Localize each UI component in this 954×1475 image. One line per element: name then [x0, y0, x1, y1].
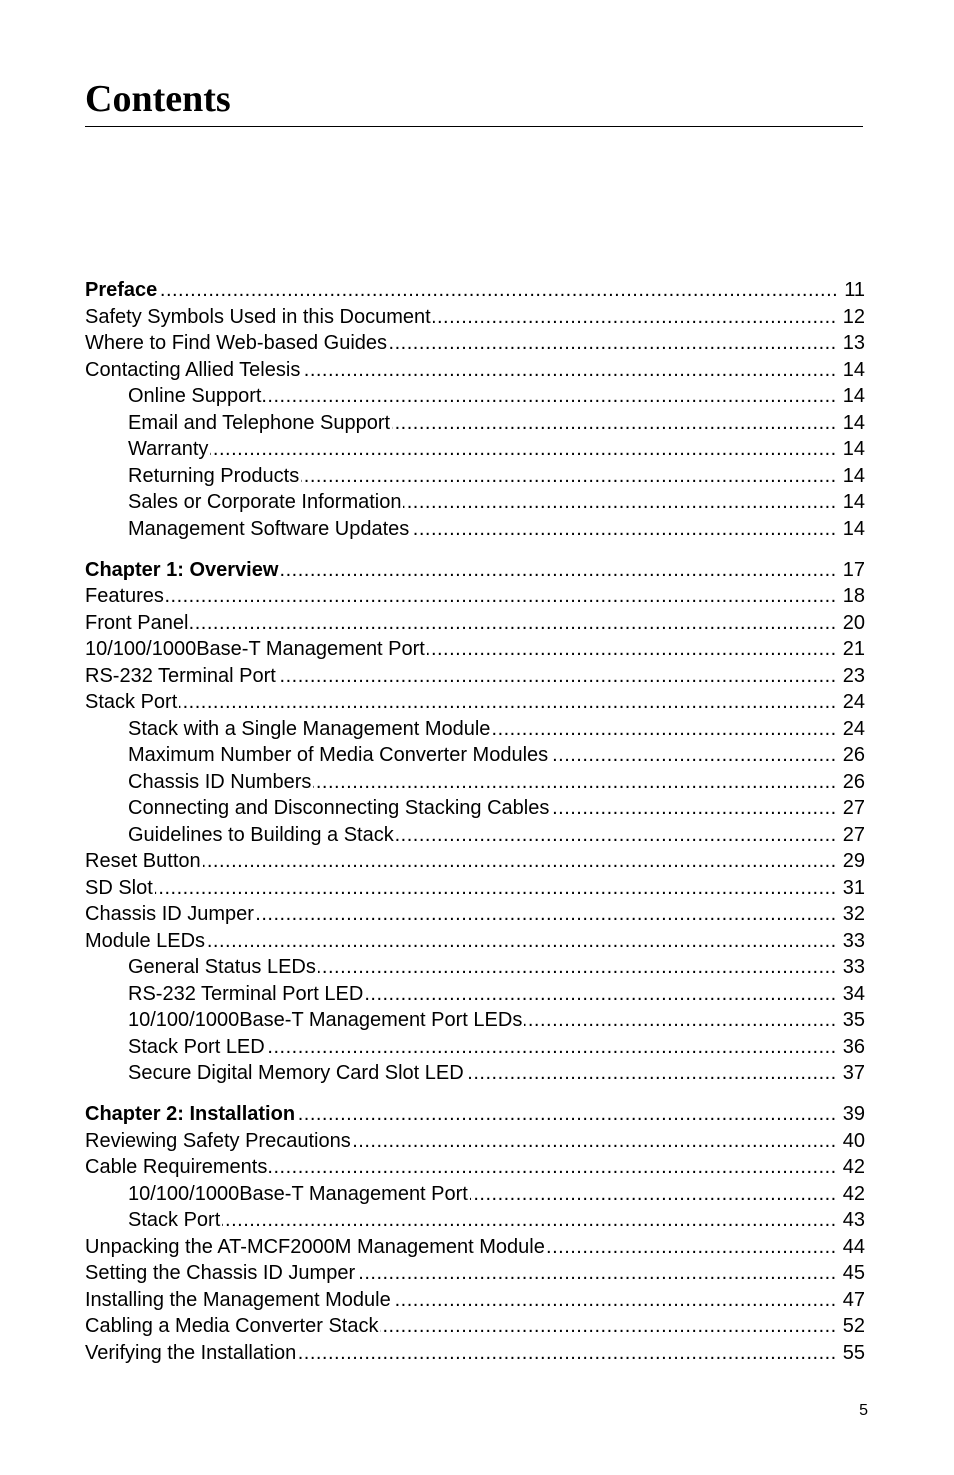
toc-entry[interactable] — [85, 1181, 865, 1208]
toc-entry[interactable] — [85, 357, 865, 384]
toc-leader-dots — [396, 822, 837, 849]
toc-leader-dots — [551, 795, 836, 822]
toc-leader-dots — [393, 1287, 837, 1314]
toc-page-number: 32 — [842, 903, 865, 925]
toc-page-number: 17 — [842, 558, 865, 581]
toc-entry-title: 10/100/1000Base-T Management Port — [85, 638, 425, 660]
toc-entry-title: Warranty — [128, 438, 209, 460]
toc-leader-dots — [280, 557, 836, 584]
toc-page-number: 14 — [842, 358, 865, 381]
toc-entry-title: Cable Requirements — [85, 1156, 268, 1178]
toc-page-number: 20 — [842, 611, 865, 634]
toc-leader-dots — [210, 436, 836, 463]
toc-entry[interactable] — [85, 1313, 865, 1340]
toc-leader-dots — [298, 1340, 837, 1367]
toc-leader-dots — [427, 636, 837, 663]
toc-entry-title: Cabling a Media Converter Stack — [85, 1315, 379, 1337]
toc-page-number: 27 — [842, 797, 865, 819]
toc-entry[interactable] — [85, 636, 865, 663]
toc-entry[interactable] — [85, 928, 865, 955]
toc-page-number: 13 — [842, 332, 865, 354]
toc-leader-dots — [403, 489, 836, 516]
toc-entry[interactable] — [85, 1128, 865, 1155]
toc-entry[interactable] — [85, 663, 865, 690]
toc-page-number: 14 — [842, 517, 865, 540]
toc-entry[interactable] — [85, 954, 865, 981]
toc-entry-title: Chapter 1: Overview — [85, 558, 279, 581]
toc-entry-title: Safety Symbols Used in this Document — [85, 305, 431, 328]
toc-entry[interactable] — [85, 795, 865, 822]
toc-leader-dots — [222, 1207, 836, 1234]
toc-page-number: 14 — [842, 385, 865, 407]
toc-entry-title: Verifying the Installation — [85, 1341, 297, 1364]
toc-leader-dots — [269, 1154, 836, 1181]
toc-leader-dots — [524, 1007, 836, 1034]
toc-leader-dots — [492, 716, 836, 743]
toc-entry[interactable] — [85, 330, 865, 357]
toc-entry[interactable] — [85, 610, 865, 637]
toc-entry-title: Stack Port — [85, 691, 178, 713]
table-of-contents — [85, 277, 865, 1366]
toc-leader-dots — [466, 1060, 837, 1087]
toc-entry-title: Stack with a Single Management Module — [128, 717, 491, 740]
toc-entry[interactable] — [85, 383, 865, 410]
toc-leader-dots — [318, 954, 837, 981]
toc-leader-dots — [433, 304, 837, 331]
toc-entry-title: Contacting Allied Telesis — [85, 358, 301, 381]
toc-entry[interactable] — [85, 901, 865, 928]
toc-leader-dots — [411, 516, 836, 543]
toc-entry[interactable] — [85, 822, 865, 849]
toc-page-number: 14 — [842, 491, 865, 513]
toc-entry[interactable] — [85, 848, 865, 875]
toc-entry[interactable] — [85, 436, 865, 463]
toc-leader-dots — [155, 875, 837, 902]
toc-entry[interactable] — [85, 1207, 865, 1234]
toc-page-number: 31 — [842, 876, 865, 899]
toc-leader-dots — [179, 689, 836, 716]
toc-chapter-entry[interactable] — [85, 277, 865, 304]
toc-page-number: 37 — [842, 1062, 865, 1084]
toc-leader-dots — [392, 410, 837, 437]
toc-entry-title: Reset Button — [85, 850, 201, 872]
toc-page-number: 11 — [844, 279, 865, 301]
toc-leader-dots — [301, 463, 837, 490]
toc-entry[interactable] — [85, 1154, 865, 1181]
toc-entry-title: Returning Products — [128, 464, 300, 487]
toc-entry-title: RS-232 Terminal Port — [85, 664, 276, 687]
toc-leader-dots — [166, 583, 837, 610]
toc-page-number: 55 — [842, 1341, 865, 1364]
toc-entry-title: Unpacking the AT-MCF2000M Management Module — [85, 1235, 545, 1258]
toc-leader-dots — [547, 1234, 837, 1261]
toc-leader-dots — [313, 769, 836, 796]
toc-entry-title: Setting the Chassis ID Jumper — [85, 1262, 356, 1284]
toc-page-number: 42 — [842, 1182, 865, 1205]
toc-leader-dots — [263, 383, 836, 410]
toc-page-number: 45 — [842, 1262, 865, 1284]
toc-leader-dots — [365, 981, 836, 1008]
toc-leader-dots — [278, 663, 837, 690]
toc-entry-title: Preface — [85, 279, 158, 301]
toc-entry-title: Installing the Management Module — [85, 1288, 391, 1311]
toc-page-number: 40 — [842, 1129, 865, 1152]
toc-entry[interactable] — [85, 742, 865, 769]
toc-entry[interactable] — [85, 1287, 865, 1314]
toc-chapter-entry[interactable] — [85, 1101, 865, 1128]
toc-leader-dots — [256, 901, 837, 928]
toc-page-number: 42 — [842, 1156, 865, 1178]
toc-entry[interactable] — [85, 769, 865, 796]
toc-page-number: 34 — [842, 982, 865, 1005]
toc-entry-title: Chassis ID Jumper — [85, 903, 254, 925]
toc-entry-title: Features — [85, 585, 164, 607]
toc-page-number: 18 — [842, 585, 865, 607]
toc-page-number: 12 — [842, 305, 865, 328]
toc-page-number: 43 — [842, 1209, 865, 1231]
toc-entry[interactable] — [85, 1034, 865, 1061]
toc-page-number: 33 — [842, 929, 865, 952]
toc-leader-dots — [470, 1181, 837, 1208]
toc-entry-title: 10/100/1000Base-T Management Port — [128, 1182, 468, 1205]
toc-leader-dots — [190, 610, 836, 637]
toc-page-number: 52 — [842, 1315, 865, 1337]
toc-page-number: 33 — [842, 956, 865, 978]
toc-page-number: 36 — [842, 1035, 865, 1058]
page-number: 5 — [859, 1402, 868, 1419]
toc-entry-title: SD Slot — [85, 876, 153, 899]
toc-entry[interactable] — [85, 583, 865, 610]
toc-entry-title: Maximum Number of Media Converter Modules — [128, 744, 549, 766]
toc-page-number: 29 — [842, 850, 865, 872]
toc-entry-title: Email and Telephone Support — [128, 411, 391, 434]
toc-entry-title: Connecting and Disconnecting Stacking Cables — [128, 797, 550, 819]
toc-entry-title: Stack Port LED — [128, 1035, 265, 1058]
toc-entry[interactable] — [85, 716, 865, 743]
toc-entry[interactable] — [85, 875, 865, 902]
toc-page-number: 23 — [842, 664, 865, 687]
toc-entry[interactable] — [85, 304, 865, 331]
toc-entry[interactable] — [85, 489, 865, 516]
toc-page-number: 27 — [842, 823, 865, 846]
toc-entry[interactable] — [85, 1260, 865, 1287]
toc-entry[interactable] — [85, 1234, 865, 1261]
toc-page-number: 35 — [842, 1009, 865, 1031]
toc-entry-title: Chassis ID Numbers — [128, 770, 312, 793]
toc-page-number: 24 — [842, 717, 865, 740]
toc-leader-dots — [297, 1101, 837, 1128]
toc-leader-dots — [380, 1313, 836, 1340]
toc-leader-dots — [302, 357, 836, 384]
toc-entry[interactable] — [85, 463, 865, 490]
toc-entry-title: 10/100/1000Base-T Management Port LEDs — [128, 1009, 523, 1031]
toc-entry-title: RS-232 Terminal Port LED — [128, 982, 364, 1005]
toc-entry-title: Stack Port — [128, 1209, 221, 1231]
toc-entry[interactable] — [85, 689, 865, 716]
toc-entry[interactable] — [85, 1007, 865, 1034]
toc-page-number: 14 — [842, 464, 865, 487]
toc-page-number: 39 — [842, 1103, 865, 1125]
toc-leader-dots — [389, 330, 837, 357]
toc-entry-title: Front Panel — [85, 611, 189, 634]
toc-entry[interactable] — [85, 981, 865, 1008]
toc-entry[interactable] — [85, 1340, 865, 1367]
toc-chapter-entry[interactable] — [85, 557, 865, 584]
toc-entry[interactable] — [85, 516, 865, 543]
toc-entry-title: Reviewing Safety Precautions — [85, 1129, 351, 1152]
toc-leader-dots — [203, 848, 837, 875]
toc-leader-dots — [267, 1034, 837, 1061]
toc-page-number: 14 — [842, 438, 865, 460]
toc-page-number: 44 — [842, 1235, 865, 1258]
toc-page-number: 26 — [842, 770, 865, 793]
toc-entry-title: Chapter 2: Installation — [85, 1103, 296, 1125]
toc-page-number: 21 — [842, 638, 865, 660]
toc-entry-title: Secure Digital Memory Card Slot LED — [128, 1062, 464, 1084]
toc-page-number: 26 — [842, 744, 865, 766]
toc-entry[interactable] — [85, 410, 865, 437]
title-divider — [85, 126, 863, 127]
toc-entry-title: Guidelines to Building a Stack — [128, 823, 394, 846]
toc-leader-dots — [550, 742, 837, 769]
toc-entry-title: General Status LEDs — [128, 956, 316, 978]
toc-leader-dots — [357, 1260, 837, 1287]
toc-leader-dots — [353, 1128, 837, 1155]
toc-entry-title: Module LEDs — [85, 929, 206, 952]
toc-entry-title: Sales or Corporate Information — [128, 491, 402, 513]
toc-entry-title: Online Support — [128, 385, 262, 407]
toc-leader-dots — [159, 277, 838, 304]
toc-entry-title: Management Software Updates — [128, 517, 410, 540]
toc-page-number: 47 — [842, 1288, 865, 1311]
toc-page-number: 14 — [842, 411, 865, 434]
toc-entry[interactable] — [85, 1060, 865, 1087]
page-title: Contents — [85, 78, 231, 120]
toc-page-number: 24 — [842, 691, 865, 713]
toc-entry-title: Where to Find Web-based Guides — [85, 332, 388, 354]
toc-leader-dots — [207, 928, 837, 955]
